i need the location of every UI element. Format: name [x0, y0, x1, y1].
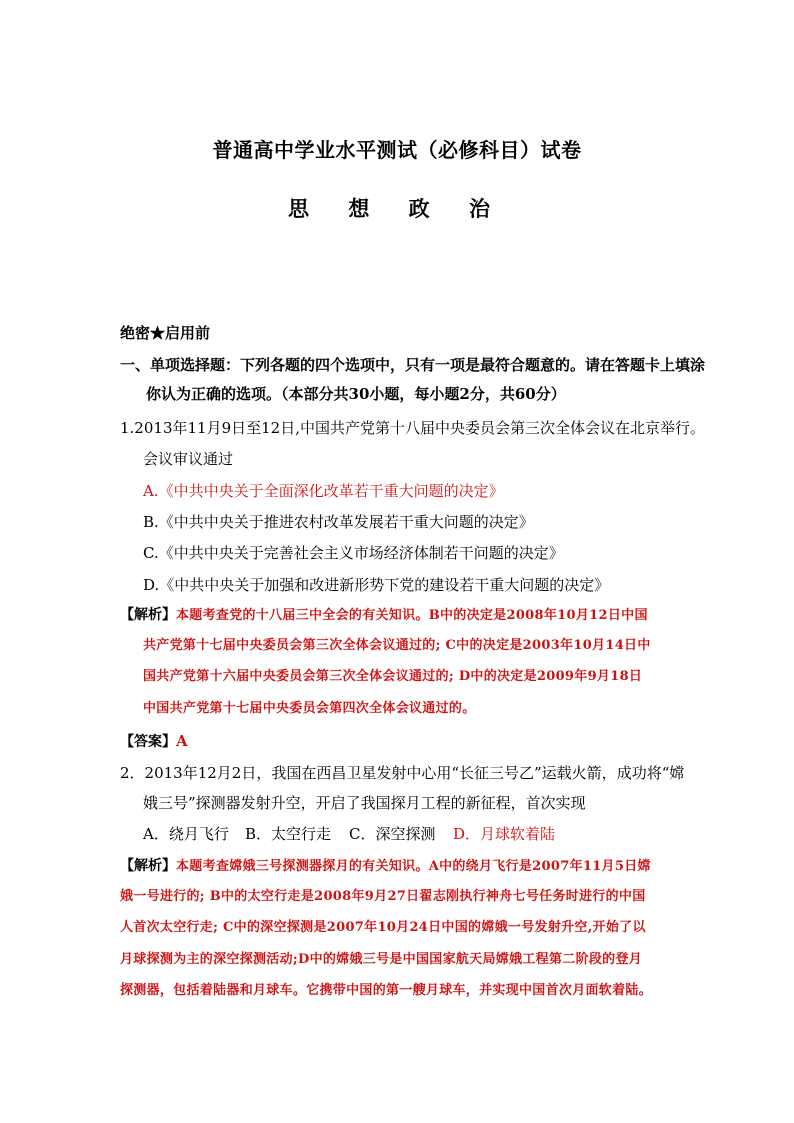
q1-analysis-tag: 【解析】 [120, 607, 176, 623]
q1-analysis-line4: 中国共产党第十七届中央委员会第四次全体会议通过的。 [143, 701, 476, 716]
q1-option-a: A.《中共中央关于全面深化改革若干重大问题的决定》 [143, 482, 504, 500]
q2-analysis-text1: 本题考查嫦娥三号探测器探月的有关知识。A中的绕月飞行是2007年11月5日嫦 [176, 859, 651, 874]
q2-option-b: B．太空行走 [245, 825, 332, 843]
q1-stem-line2: 会议审议通过 [143, 450, 234, 468]
q1-option-b: B.《中共中央关于推进农村改革发展若干重大问题的决定》 [143, 513, 534, 531]
q1-analysis-line3: 国共产党第十六届中央委员会第三次全体会议通过的; D中的决定是2009年9月18日 [143, 669, 643, 684]
q2-analysis-line2: 娥一号进行的; B中的太空行走是2008年9月27日翟志刚执行神舟七号任务时进行的中国 [120, 889, 646, 904]
q1-analysis-line2: 共产党第十七届中央委员会第三次全体会议通过的; C中的决定是2003年10月14日中 [143, 638, 651, 653]
q1-stem-line1: 1.2013年11月9日至12日,中国共产党第十八届中央委员会第三次全体会议在北京举行。 [120, 419, 705, 437]
q1-analysis-text1: 本题考查党的十八届三中全会的有关知识。B中的决定是2008年10月12日中国 [176, 608, 648, 623]
q1-answer: A [176, 732, 188, 750]
q2-analysis-line3: 人首次太空行走; C中的深空探测是2007年10月24日中国的嫦娥一号发射升空,开始了以 [120, 920, 646, 935]
q2-options-row [143, 824, 555, 844]
subject-title: 思 想 政 治 [288, 196, 506, 221]
q2-analysis-tag: 【解析】 [120, 858, 176, 874]
q2-option-a: A．绕月飞行 [143, 825, 229, 843]
q1-option-c: C.《中共中央关于完善社会主义市场经济体制若干问题的决定》 [143, 544, 564, 562]
q1-answer-line [120, 731, 188, 752]
section-heading-line2: 你认为正确的选项。（本部分共30小题，每小题2分，共60分） [146, 385, 566, 403]
q1-answer-tag: 【答案】 [120, 734, 176, 750]
q2-option-c: C．深空探测 [349, 825, 436, 843]
q2-analysis-line1 [120, 855, 651, 877]
exam-title: 普通高中学业水平测试（必修科目）试卷 [212, 138, 582, 162]
secret-label: 绝密★启用前 [120, 324, 211, 342]
q2-analysis-line5: 探测器，包括着陆器和月球车。它携带中国的第一艘月球车，并实现中国首次月面软着陆。 [120, 983, 653, 998]
q1-analysis-line1 [120, 604, 648, 626]
q1-option-d: D.《中共中央关于加强和改进新形势下党的建设若干重大问题的决定》 [143, 576, 610, 594]
q2-stem-line2: 娥三号”探测器发射升空，开启了我国探月工程的新征程，首次实现 [143, 794, 586, 812]
section-heading-line1: 一、单项选择题：下列各题的四个选项中，只有一项是最符合题意的。请在答题卡上填涂 [120, 356, 706, 374]
q2-analysis-line4: 月球探测为主的深空探测活动;D中的嫦娥三号是中国国家航天局嫦娥工程第二阶段的登月 [120, 952, 643, 967]
q2-stem-line1: 2．2013年12月2日，我国在西昌卫星发射中心用“长征三号乙”运载火箭，成功将“嫦 [120, 764, 685, 782]
q2-option-d: D．月球软着陆 [453, 825, 556, 843]
